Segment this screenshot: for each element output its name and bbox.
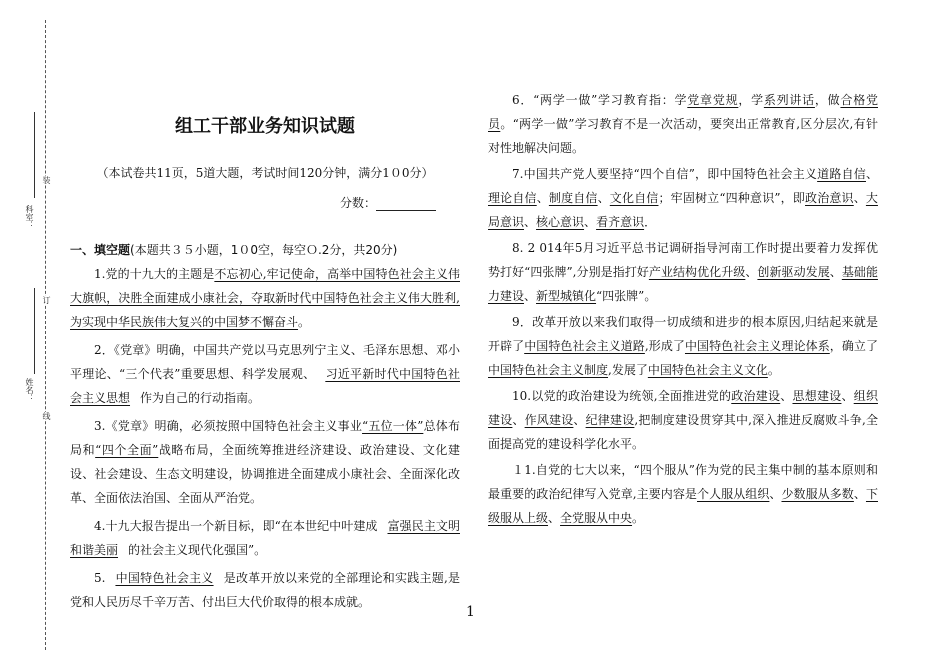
binding-seal-xian: 线 [42, 412, 51, 420]
q6-answer-1: 党章党规 [687, 93, 739, 107]
q7-answer-3: 制度自信 [548, 191, 598, 205]
binding-seal-ding: 订 [42, 296, 51, 304]
exam-subtitle: （本试卷共11页，5道大题，考试时间120分钟，满分1０0分） [96, 166, 434, 180]
q7-answer-8: 看齐意识 [596, 215, 645, 229]
q11-answer-1: 个人服从组织 [697, 487, 770, 501]
section-heading [70, 241, 460, 258]
school-blank [34, 112, 35, 198]
question-column-left [70, 262, 460, 614]
q7-answer-7: 核心意识 [536, 215, 585, 229]
score-blank [376, 196, 436, 211]
question-1 [70, 262, 460, 334]
binding-seal-zhuang: 装 [42, 176, 51, 184]
q7-text: 7.中国共产党人要坚持“四个自信”，即中国特色社会主义 [512, 167, 818, 181]
q4-text: 4.十九大报告提出一个新目标，即“在本世纪中叶建成 [94, 519, 378, 533]
q10-answer-3: 组织建设 [488, 389, 878, 427]
q5-answer-1: 中国特色社会主义 [115, 571, 214, 585]
section-title: 一、填空题 [70, 243, 131, 257]
q6-answer-3: 合格党员 [488, 93, 878, 131]
q9-answer-3: 中国特色社会主义制度 [488, 363, 609, 377]
q9-answer-2: 中国特色社会主义理论体系 [684, 339, 830, 353]
q3-answer-2: “四个全面” [95, 443, 159, 457]
q11-answer-3: 下级服从上级 [488, 487, 878, 525]
q8-answer-2: 创新驱动发展 [757, 265, 830, 279]
q7-answer-5: 政治意识 [805, 191, 854, 205]
q1-text: 1.党的十九大的主题是 [94, 267, 215, 281]
q6-text: 6．“两学一做”学习教育指：学 [512, 93, 688, 107]
q8-answer-3: 基础能力建设 [488, 265, 878, 303]
q10-answer-4: 作风建设 [524, 413, 574, 427]
q11-answer-4: 全党服从中央 [560, 511, 633, 525]
q4-answer-1: 富强民主文明和谐美丽 [70, 519, 460, 557]
q7-tail: ． [644, 215, 657, 229]
q7-answer-1: 道路自信 [817, 167, 866, 181]
q9-text: 9．改革开放以来我们取得一切成绩和进步的根本原因,归结起来就是开辟了 [488, 315, 878, 353]
q6-tail: 。“两学一做”学习教育不是一次活动，要突出正常教育,区分层次,有针对性地解决问题。 [488, 117, 878, 155]
question-9: 9．改革开放以来我们取得一切成绩和进步的根本原因,归结起来就是开辟了中国特色社会主义道路,形成了中国特色社会主义理论体系，确立了中国特色社会主义制度,发展了中国特色社会主义文化。 [488, 315, 878, 377]
q3-answer-1: “五位一体” [362, 419, 424, 433]
q7-answer-2: 理论自信 [488, 191, 537, 205]
question-column-right [488, 88, 878, 530]
q9-answer-4: 中国特色社会主义文化 [647, 363, 768, 377]
question-2 [70, 338, 460, 410]
name-label: 姓名： [25, 378, 34, 402]
q3-tail: 战略布局，全面统筹推进经济建设、政治建设、文化建设、社会建设、生态文明建设，协调推进全面建成小康社会、全面深化改革、全面依法治国、全面从严治党。 [70, 443, 460, 505]
q7-answer-6: 大局意识 [488, 191, 878, 229]
q5-text: 5. [94, 571, 106, 585]
q7-answer-4: 文化自信 [609, 191, 659, 205]
page-number: 1 [466, 604, 475, 620]
q6-mid-2: ，做 [814, 93, 841, 107]
q10-answer-2: 思想建设 [792, 389, 842, 403]
q4-tail: 的社会主义现代化强国”。 [128, 543, 267, 557]
binding-dashed-line [45, 20, 46, 650]
q10-text: 10.以党的政治建设为统领,全面推进党的 [512, 389, 732, 403]
q2-text: 2．《党章》明确，中国共产党以马克思列宁主义、毛泽东思想、邓小平理论、“三个代表”重要思想、科学发展观、 [70, 343, 460, 381]
section-note: (本题共３５小题，1０0空，每空Ｏ.2分，共20分) [130, 243, 398, 257]
q3-mid: 总体布局和 [70, 419, 460, 457]
q10-answer-1: 政治建设 [731, 389, 781, 403]
question-7: 7.中国共产党人要坚持“四个自信”，即中国特色社会主义道路自信、理论自信、制度自信、文化自信；牢固树立“四种意识”，即政治意识、大局意识、核心意识、看齐意识． [488, 167, 878, 229]
q10-answer-5: 纪律建设 [585, 413, 635, 427]
q11-tail: 。 [632, 511, 645, 525]
question-3 [70, 414, 460, 510]
q11-answer-2: 少数服从多数 [781, 487, 854, 501]
question-11: １1.自党的七大以来，“四个服从”作为党的民主集中制的基本原则和最重要的政治纪律写入党章,主要内容是个人服从组织、少数服从多数、下级服从上级、全党服从中央。 [488, 463, 878, 525]
score-row [340, 194, 436, 211]
school-label: 科室： [25, 205, 34, 229]
question-4 [70, 514, 460, 562]
q1-tail: 。 [298, 315, 311, 329]
q2-tail: 作为自己的行动指南。 [140, 391, 261, 405]
q8-text: 8. 2 014年5月习近平总书记调研指导河南工作时提出要着力发挥优势打好“四张牌”,分别是指打好 [488, 241, 878, 279]
q8-answer-1: 产业结构优化升级 [648, 265, 746, 279]
question-10: 10.以党的政治建设为统领,全面推进党的政治建设、思想建设、组织建设、作风建设、纪律建设,把制度建设贯穿其中,深入推进反腐败斗争,全面提高党的建设科学化水平。 [488, 389, 878, 451]
q1-answer-1: 不忘初心,牢记使命，高举中国特色社会主义伟大旗帜，决胜全面建成小康社会，夺取新时代中国特色社会主义伟大胜利,为实现中华民族伟大复兴的中国梦不懈奋斗 [70, 267, 460, 329]
q8-tail: “四张牌”。 [596, 289, 657, 303]
q5-tail: 是改革开放以来党的全部理论和实践主题,是党和人民历尽千辛万苦、付出巨大代价取得的根本成就。 [70, 571, 460, 609]
q6-answer-2: 系列讲话 [763, 93, 815, 107]
name-blank [34, 288, 35, 374]
q10-tail: ,把制度建设贯穿其中,深入推进反腐败斗争,全面提高党的建设科学化水平。 [488, 413, 878, 451]
q3-text: 3.《党章》明确，必须按照中国特色社会主义事业 [94, 419, 363, 433]
exam-title: 组工干部业务知识试题 [175, 116, 355, 137]
question-6 [488, 88, 878, 160]
question-5 [70, 566, 460, 614]
q9-tail: 。 [767, 363, 780, 377]
question-8: 8. 2 014年5月习近平总书记调研指导河南工作时提出要着力发挥优势打好“四张牌”,分别是指打好产业结构优化升级、创新驱动发展、基础能力建设、新型城镇化“四张牌”。 [488, 241, 878, 303]
q8-answer-4: 新型城镇化 [536, 289, 597, 303]
q2-answer-1: 习近平新时代中国特色社会主义思想 [70, 367, 460, 405]
q11-text: １1.自党的七大以来，“四个服从”作为党的民主集中制的基本原则和最重要的政治纪律写入党章,主要内容是 [488, 463, 878, 501]
q7-mid: ；牢固树立“四种意识”，即 [658, 191, 806, 205]
q6-mid-1: ，学 [738, 93, 764, 107]
q9-answer-1: 中国特色社会主义道路 [524, 339, 645, 353]
score-label: 分数： [340, 196, 377, 210]
